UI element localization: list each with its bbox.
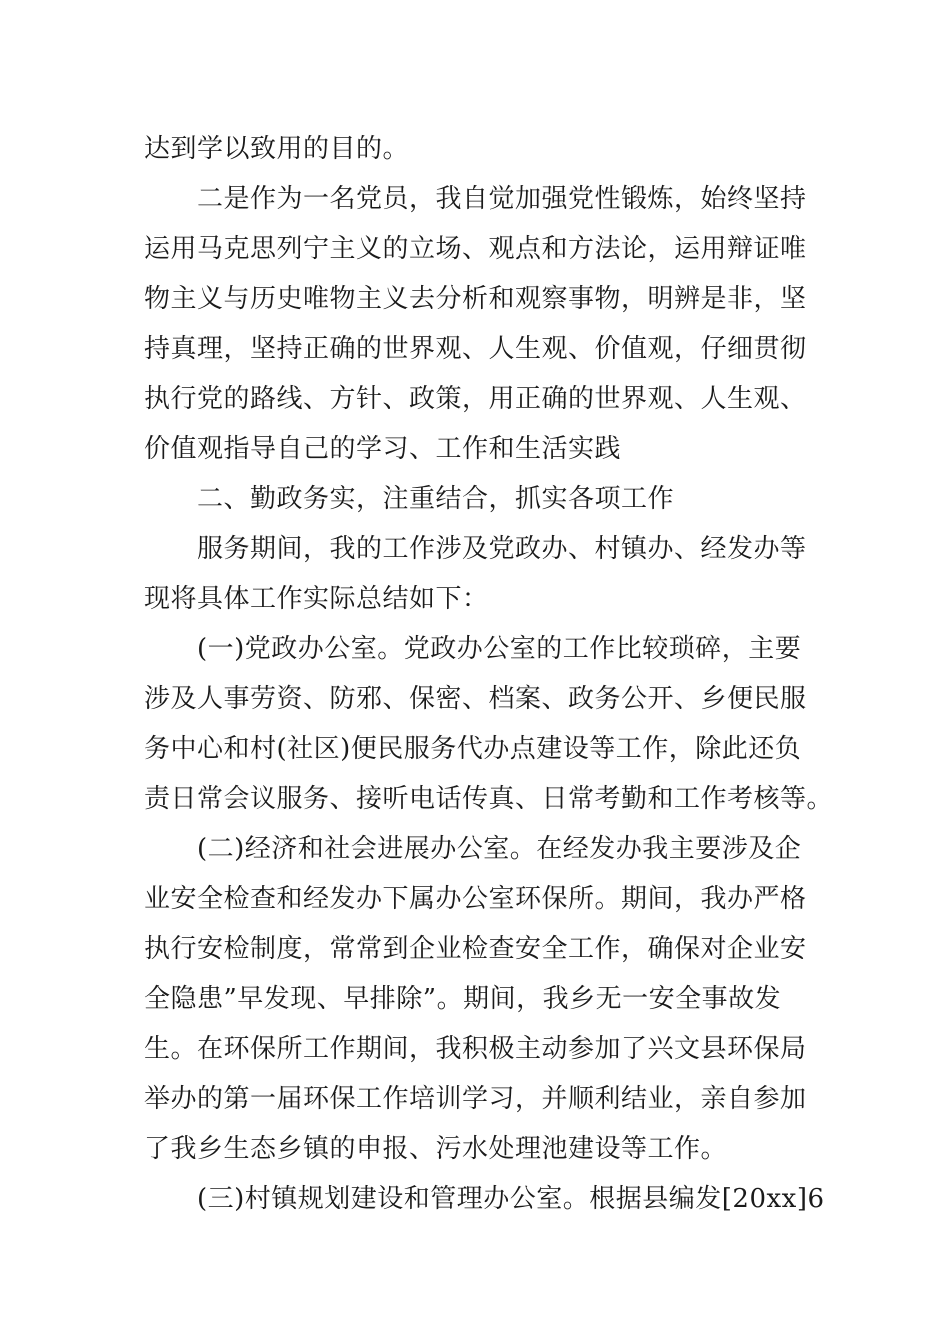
- text-line: 执行安检制度，常常到企业检查安全工作，确保对企业安: [144, 934, 807, 964]
- text-line: (一)党政办公室。党政办公室的工作比较琐碎，主要: [197, 634, 802, 664]
- text-line: 执行党的路线、方针、政策，用正确的世界观、人生观、: [144, 384, 807, 414]
- text-line: (三)村镇规划建设和管理办公室。根据县编发[20xx]6: [197, 1184, 825, 1214]
- text-line: 服务期间，我的工作涉及党政办、村镇办、经发办等: [197, 534, 807, 564]
- text-line: 务中心和村(社区)便民服务代办点建设等工作，除此还负: [144, 734, 802, 764]
- text-line: 价值观指导自己的学习、工作和生活实践: [144, 434, 622, 464]
- text-line: 全隐患”早发现、早排除”。期间，我乡无一安全事故发: [144, 984, 782, 1014]
- text-line: 了我乡生态乡镇的申报、污水处理池建设等工作。: [144, 1134, 728, 1164]
- text-line: 责日常会议服务、接听电话传真、日常考勤和工作考核等。: [144, 784, 834, 814]
- text-line: 业安全检查和经发办下属办公室环保所。期间，我办严格: [144, 884, 807, 914]
- text-line: (二)经济和社会进展办公室。在经发办我主要涉及企: [197, 834, 802, 864]
- text-line: 运用马克思列宁主义的立场、观点和方法论，运用辩证唯: [144, 234, 807, 264]
- text-line: 生。在环保所工作期间，我积极主动参加了兴文县环保局: [144, 1034, 807, 1064]
- text-line: 现将具体工作实际总结如下：: [144, 584, 489, 614]
- section-heading: 二、勤政务实，注重结合，抓实各项工作: [197, 484, 675, 514]
- text-line: 二是作为一名党员，我自觉加强党性锻炼，始终坚持: [197, 184, 807, 214]
- text-line: 达到学以致用的目的。: [144, 134, 410, 164]
- text-line: 涉及人事劳资、防邪、保密、档案、政务公开、乡便民服: [144, 684, 807, 714]
- text-line: 持真理，坚持正确的世界观、人生观、价值观，仔细贯彻: [144, 334, 807, 364]
- text-line: 举办的第一届环保工作培训学习，并顺利结业，亲自参加: [144, 1084, 807, 1114]
- text-line: 物主义与历史唯物主义去分析和观察事物，明辨是非，坚: [144, 284, 807, 314]
